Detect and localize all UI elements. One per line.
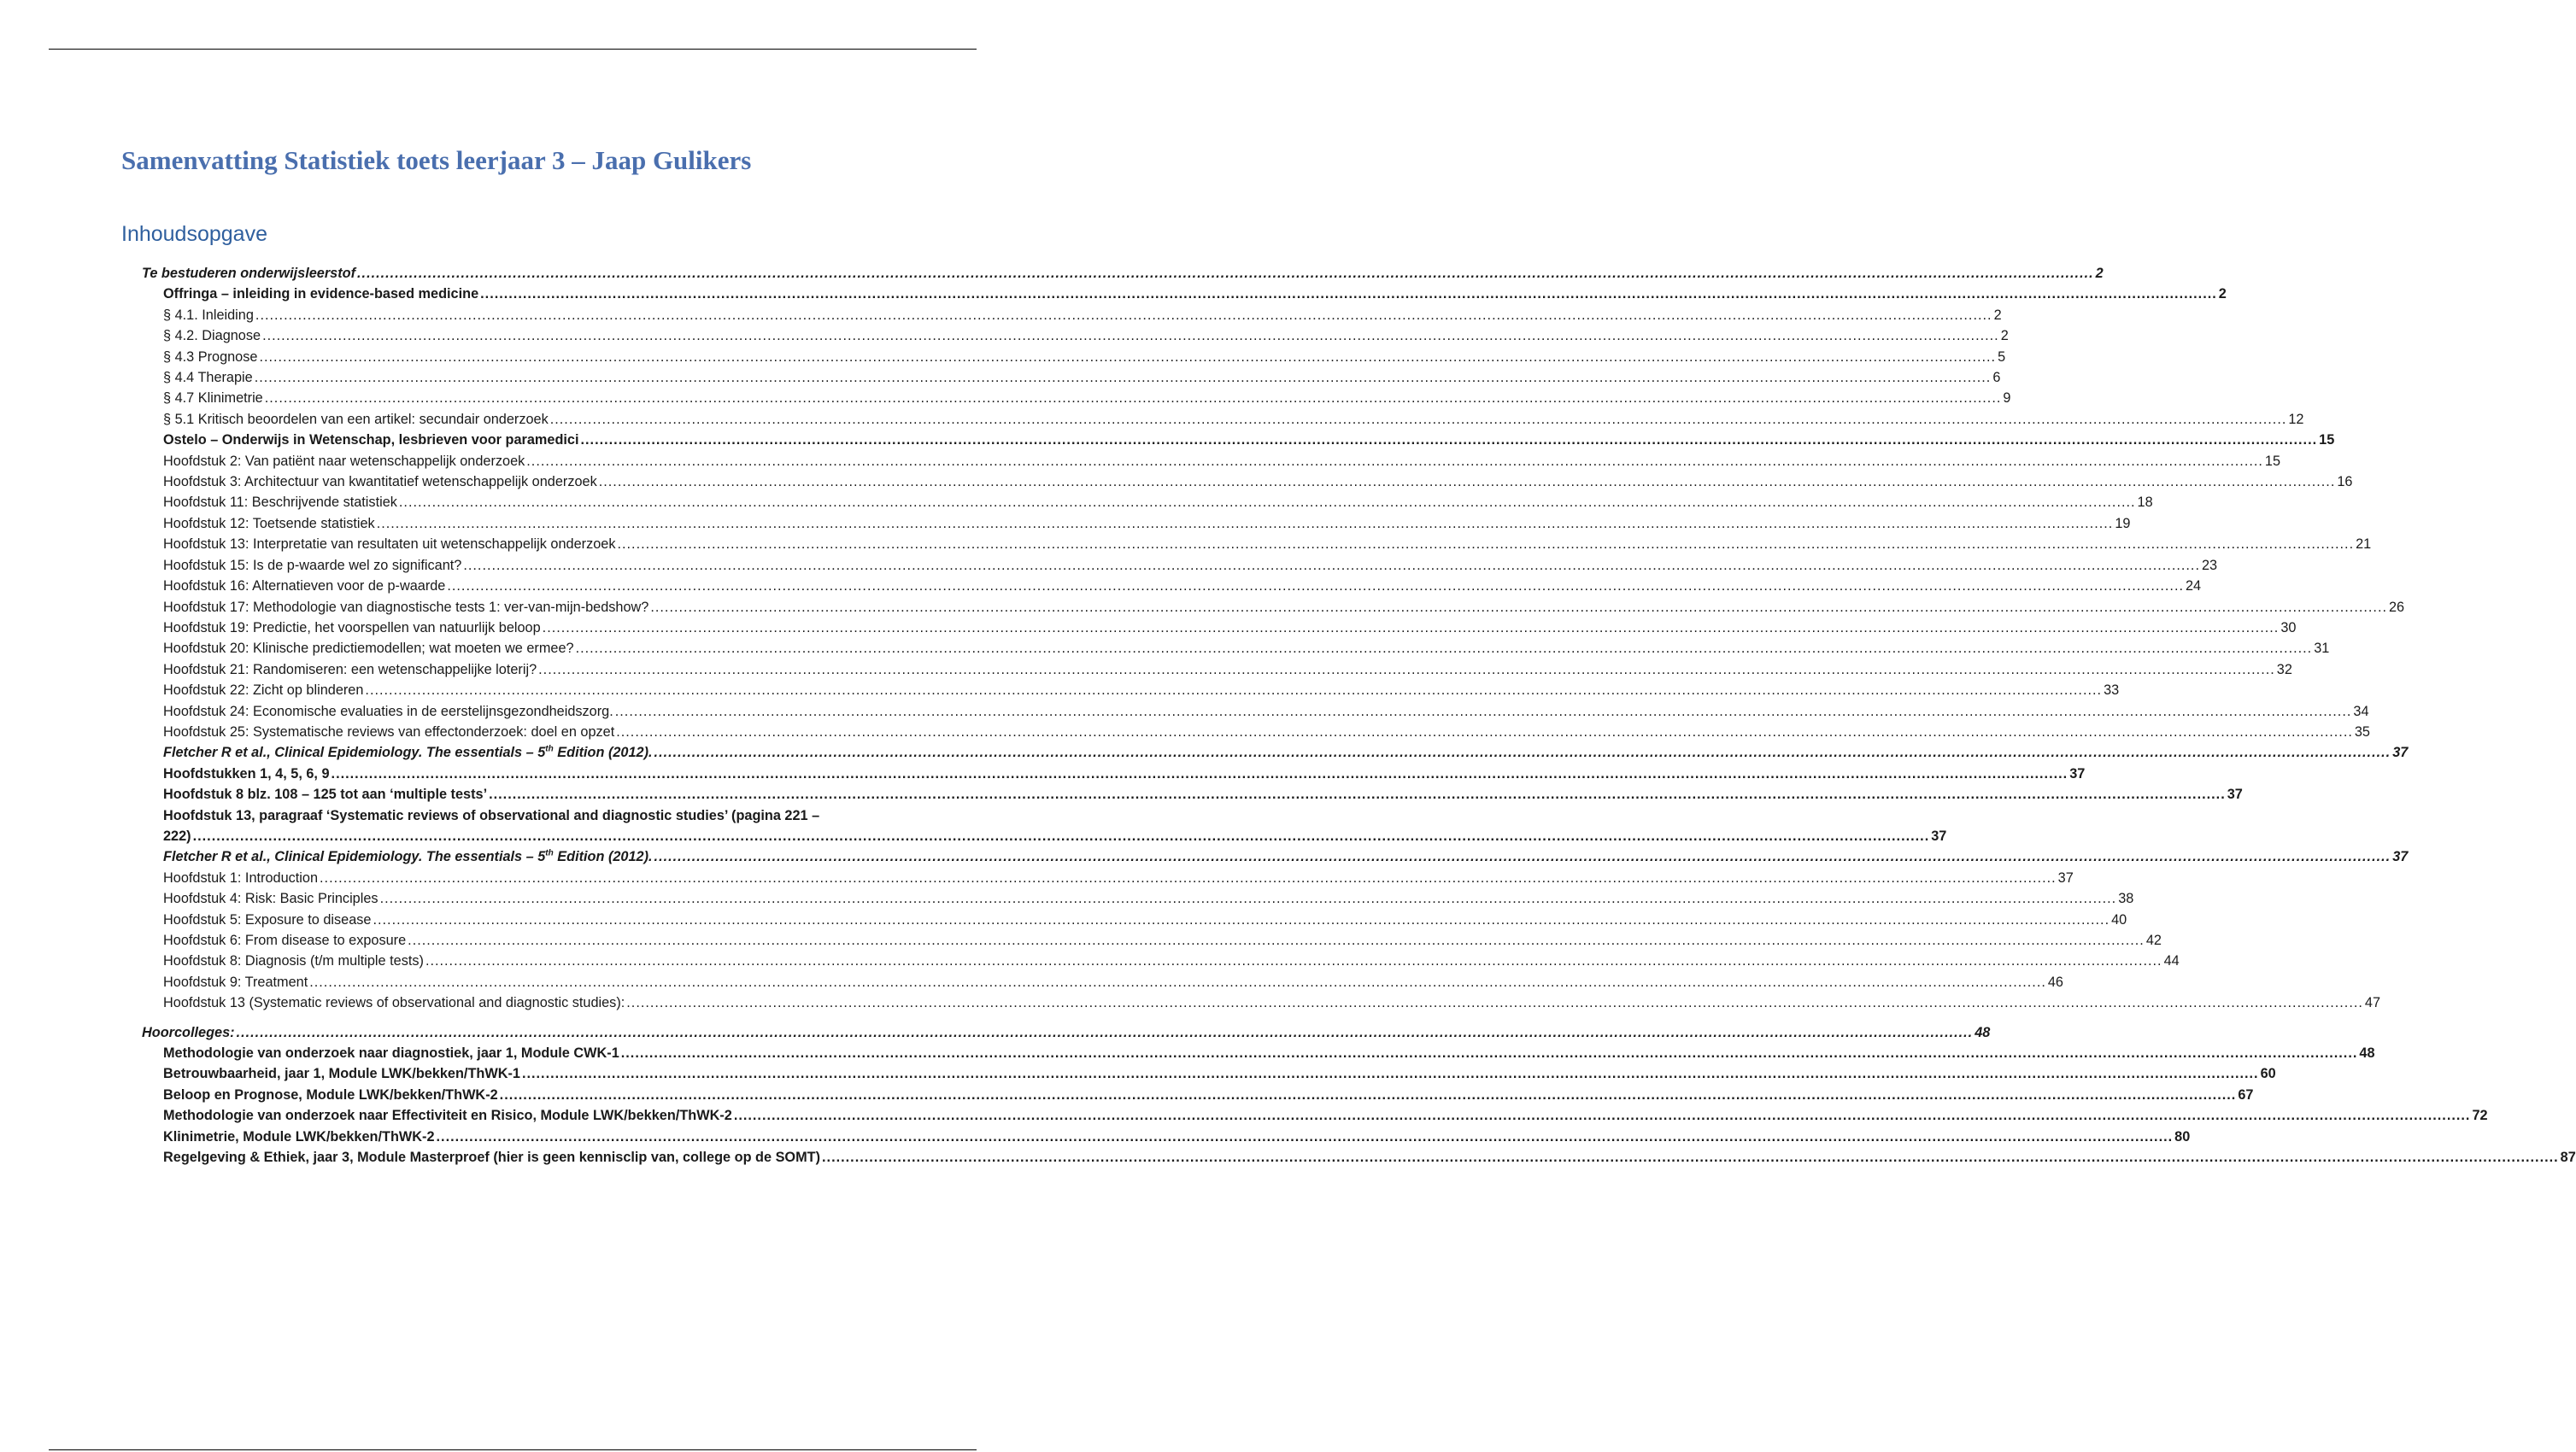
footer-rule bbox=[49, 1449, 977, 1450]
dot-leader bbox=[500, 1085, 2237, 1105]
dot-leader bbox=[526, 451, 2263, 471]
toc-entry[interactable] bbox=[142, 347, 2006, 367]
dot-leader bbox=[380, 888, 2117, 909]
toc-page-number: 34 bbox=[2353, 703, 2369, 719]
toc-entry[interactable] bbox=[142, 492, 2153, 512]
dot-leader bbox=[320, 868, 2057, 888]
toc-page-number: 2 bbox=[2000, 328, 2009, 344]
table-of-contents bbox=[142, 263, 2576, 1168]
dot-leader bbox=[538, 659, 2275, 680]
toc-entry-section[interactable] bbox=[142, 1022, 1991, 1043]
dot-leader bbox=[617, 534, 2354, 554]
toc-page-number: 38 bbox=[2118, 891, 2134, 907]
toc-page-number: 48 bbox=[1975, 1024, 1991, 1040]
toc-entry[interactable] bbox=[142, 1105, 2488, 1126]
toc-entry[interactable] bbox=[142, 1147, 2576, 1168]
toc-entry-text: Fletcher R et al., Clinical Epidemiology. The essentials – 5th Edition (2012). bbox=[163, 744, 653, 761]
toc-entry[interactable] bbox=[142, 534, 2372, 554]
toc-entry-text: Fletcher R et al., Clinical Epidemiology. The essentials – 5th Edition (2012). bbox=[163, 848, 653, 865]
toc-entry[interactable] bbox=[142, 951, 2180, 971]
toc-page-number: 23 bbox=[2201, 557, 2218, 573]
toc-entry-text: Hoofdstuk 13 (Systematic reviews of observational and diagnostic studies): bbox=[163, 995, 625, 1011]
toc-entry-text: Klinimetrie, Module LWK/bekken/ThWK-2 bbox=[163, 1128, 435, 1145]
toc-entry-text: Hoofdstuk 16: Alternatieven voor de p-waarde bbox=[163, 578, 446, 594]
toc-page-number: 12 bbox=[2288, 411, 2304, 427]
toc-entry[interactable] bbox=[142, 1043, 2375, 1063]
toc-entry-text: Hoofdstuk 3: Architectuur van kwantitatief wetenschappelijk onderzoek bbox=[163, 474, 597, 490]
toc-entry[interactable] bbox=[142, 597, 2405, 618]
dot-leader bbox=[262, 325, 1999, 346]
toc-entry[interactable] bbox=[142, 576, 2202, 596]
dot-leader bbox=[408, 930, 2145, 951]
dot-leader bbox=[522, 1063, 2259, 1084]
toc-entry-text: Hoofdstuk 6: From disease to exposure bbox=[163, 933, 407, 948]
toc-entry-text: Hoofdstuk 9: Treatment bbox=[163, 974, 308, 990]
dot-leader bbox=[309, 972, 2046, 992]
toc-entry[interactable] bbox=[142, 930, 2162, 951]
dot-leader bbox=[626, 992, 2363, 1013]
toc-page-number: 37 bbox=[2392, 745, 2409, 761]
dot-leader bbox=[734, 1105, 2471, 1126]
dot-leader bbox=[377, 513, 2114, 534]
toc-entry[interactable] bbox=[142, 367, 2001, 388]
toc-entry-text: § 5.1 Kritisch beoordelen van een artikel: secundair onderzoek bbox=[163, 411, 549, 427]
toc-entry-text: § 4.2. Diagnose bbox=[163, 328, 261, 344]
toc-entry-text: Hoofdstuk 4: Risk: Basic Principles bbox=[163, 891, 378, 907]
toc-page-number: 44 bbox=[2163, 953, 2180, 969]
toc-entry-text: Hoofdstuk 20: Klinische predictiemodellen; wat moeten we ermee? bbox=[163, 641, 574, 657]
toc-entry-text: Hoofdstuk 15: Is de p-waarde wel zo significant? bbox=[163, 557, 462, 573]
toc-entry[interactable] bbox=[142, 659, 2292, 680]
dot-leader bbox=[615, 701, 2352, 722]
toc-page-number: 15 bbox=[2264, 453, 2281, 469]
toc-entry-text: Hoorcolleges: bbox=[142, 1024, 235, 1040]
toc-entry-text: § 4.1. Inleiding bbox=[163, 307, 254, 323]
toc-page-number: 80 bbox=[2174, 1128, 2191, 1145]
toc-entry[interactable] bbox=[142, 680, 2120, 700]
toc-page-number: 37 bbox=[2392, 849, 2409, 865]
toc-page-number: 60 bbox=[2260, 1066, 2276, 1082]
toc-page-number: 9 bbox=[2003, 390, 2011, 407]
toc-page-number: 21 bbox=[2356, 536, 2372, 553]
toc-entry-text: § 4.3 Prognose bbox=[163, 348, 258, 365]
toc-entry[interactable] bbox=[142, 305, 2002, 325]
dot-leader bbox=[437, 1127, 2174, 1147]
toc-page-number: 46 bbox=[2047, 974, 2063, 990]
toc-page-number: 5 bbox=[1998, 348, 2006, 365]
toc-entry[interactable] bbox=[142, 764, 2086, 784]
toc-entry[interactable] bbox=[142, 388, 2011, 408]
toc-entry[interactable] bbox=[142, 888, 2134, 909]
toc-entry-text: Hoofdstuk 11: Beschrijvende statistiek bbox=[163, 495, 397, 511]
toc-entry-text-continued: 222) bbox=[163, 828, 191, 844]
toc-entry[interactable] bbox=[142, 555, 2218, 576]
toc-entry-text: Hoofdstuk 8 blz. 108 – 125 tot aan ‘multiple tests’ bbox=[163, 787, 488, 803]
toc-entry-text: Hoofdstuk 13: Interpretatie van resultaten uit wetenschappelijk onderzoek bbox=[163, 536, 616, 553]
toc-page-number: 32 bbox=[2276, 661, 2292, 677]
dot-leader bbox=[332, 764, 2068, 784]
toc-page-number: 40 bbox=[2111, 911, 2127, 928]
toc-page-number: 2 bbox=[2218, 286, 2227, 302]
toc-entry-text: Hoofdstuk 12: Toetsende statistiek bbox=[163, 515, 375, 531]
toc-entry-text: Betrouwbaarheid, jaar 1, Module LWK/bekken/ThWK-1 bbox=[163, 1066, 520, 1082]
toc-entry[interactable] bbox=[142, 1127, 2191, 1147]
toc-page-number: 67 bbox=[2238, 1086, 2254, 1103]
dot-leader bbox=[265, 388, 2002, 408]
toc-entry-text: § 4.7 Klinimetrie bbox=[163, 390, 263, 407]
toc-entry-text: Regelgeving & Ethiek, jaar 3, Module Masterproef (hier is geen kennisclip van, college op de SOMT) bbox=[163, 1150, 821, 1166]
dot-leader bbox=[425, 951, 2162, 971]
toc-entry[interactable] bbox=[142, 910, 2127, 930]
dot-leader bbox=[259, 347, 1996, 367]
dot-leader bbox=[399, 492, 2136, 512]
dot-leader bbox=[447, 576, 2184, 596]
toc-entry-text: § 4.4 Therapie bbox=[163, 370, 253, 386]
dot-leader bbox=[550, 409, 2287, 430]
toc-page-number: 33 bbox=[2104, 682, 2120, 699]
toc-entry-text: Hoofdstuk 21: Randomiseren: een wetenschappelijke loterij? bbox=[163, 661, 537, 677]
toc-entry-text: Hoofdstuk 13, paragraaf ‘Systematic reviews of observational and diagnostic studies’ (pagina 221 – bbox=[163, 807, 820, 823]
dot-leader bbox=[650, 597, 2387, 618]
toc-entry-multiline[interactable] bbox=[142, 805, 1947, 847]
toc-entry[interactable] bbox=[142, 722, 2370, 742]
toc-page-number: 37 bbox=[2069, 765, 2086, 782]
toc-entry[interactable] bbox=[142, 972, 2063, 992]
header-rule bbox=[49, 49, 977, 50]
toc-entry[interactable] bbox=[142, 868, 2074, 888]
toc-entry-text: Te bestuderen onderwijsleerstof bbox=[142, 266, 356, 281]
dot-leader bbox=[576, 638, 2313, 659]
toc-entry-text: Hoofdstuk 17: Methodologie van diagnostische tests 1: ver-van-mijn-bedshow? bbox=[163, 599, 649, 615]
toc-entry-text: Ostelo – Onderwijs in Wetenschap, lesbrieven voor paramedici bbox=[163, 432, 579, 448]
toc-page-number: 87 bbox=[2560, 1150, 2576, 1166]
toc-page-number: 31 bbox=[2314, 641, 2330, 657]
toc-entry-text: Methodologie van onderzoek naar Effectiviteit en Risico, Module LWK/bekken/ThWK-2 bbox=[163, 1108, 732, 1124]
toc-page-number: 37 bbox=[2057, 869, 2074, 886]
document-title: Samenvatting Statistiek toets leerjaar 3 – Jaap Gulikers bbox=[121, 145, 752, 175]
toc-entry-subsection[interactable] bbox=[142, 742, 2409, 763]
dot-leader bbox=[616, 722, 2353, 742]
dot-leader bbox=[654, 846, 2391, 867]
toc-page-number: 15 bbox=[2319, 432, 2335, 448]
toc-entry[interactable] bbox=[142, 701, 2369, 722]
toc-page-number: 26 bbox=[2389, 599, 2405, 615]
toc-entry-text: Hoofdstukken 1, 4, 5, 6, 9 bbox=[163, 765, 330, 782]
toc-entry-text: Hoofdstuk 8: Diagnosis (t/m multiple tests) bbox=[163, 953, 424, 969]
toc-entry[interactable] bbox=[142, 471, 2353, 492]
toc-entry[interactable] bbox=[142, 784, 2243, 805]
toc-page-number: 37 bbox=[1931, 828, 1947, 844]
toc-page-number: 37 bbox=[2227, 787, 2243, 803]
dot-leader bbox=[357, 263, 2094, 284]
dot-leader bbox=[237, 1022, 1974, 1043]
toc-entry-subsection[interactable] bbox=[142, 430, 2335, 450]
toc-page-number: 24 bbox=[2186, 578, 2202, 594]
toc-page-number: 6 bbox=[1992, 370, 2001, 386]
dot-leader bbox=[480, 284, 2217, 304]
toc-entry-text: Hoofdstuk 5: Exposure to disease bbox=[163, 911, 372, 928]
toc-entry[interactable] bbox=[142, 513, 2131, 534]
toc-entry[interactable] bbox=[142, 992, 2381, 1013]
toc-entry-text: Beloop en Prognose, Module LWK/bekken/ThWK-2 bbox=[163, 1086, 498, 1103]
dot-leader bbox=[543, 618, 2280, 638]
toc-entry-text: Hoofdstuk 2: Van patiënt naar wetenschappelijk onderzoek bbox=[163, 453, 525, 469]
toc-entry-text: Hoofdstuk 1: Introduction bbox=[163, 869, 319, 886]
toc-entry-subsection[interactable] bbox=[142, 284, 2227, 304]
toc-entry[interactable] bbox=[142, 451, 2281, 471]
dot-leader bbox=[463, 555, 2200, 576]
toc-page-number: 2 bbox=[1993, 307, 2002, 323]
toc-page-number: 2 bbox=[2095, 266, 2104, 281]
toc-page-number: 35 bbox=[2354, 723, 2370, 740]
toc-entry-text: Hoofdstuk 19: Predictie, het voorspellen van natuurlijk beloop bbox=[163, 619, 541, 635]
toc-entry[interactable] bbox=[142, 1085, 2254, 1105]
toc-entry-text: Hoofdstuk 22: Zicht op blinderen bbox=[163, 682, 364, 699]
dot-leader bbox=[373, 910, 2110, 930]
dot-leader bbox=[599, 471, 2336, 492]
toc-entry[interactable] bbox=[142, 325, 2009, 346]
toc-entry[interactable] bbox=[142, 618, 2297, 638]
dot-leader bbox=[365, 680, 2102, 700]
toc-entry-subsection[interactable] bbox=[142, 846, 2409, 867]
toc-entry-text: Offringa – inleiding in evidence-based medicine bbox=[163, 286, 479, 302]
toc-heading: Inhoudsopgave bbox=[121, 222, 267, 246]
dot-leader bbox=[654, 742, 2391, 763]
toc-entry[interactable] bbox=[142, 409, 2304, 430]
toc-entry-text: Methodologie van onderzoek naar diagnostiek, jaar 1, Module CWK-1 bbox=[163, 1045, 619, 1062]
toc-page-number: 48 bbox=[2359, 1045, 2375, 1062]
dot-leader bbox=[822, 1147, 2559, 1168]
toc-page-number: 47 bbox=[2364, 995, 2381, 1011]
toc-page-number: 30 bbox=[2280, 619, 2297, 635]
toc-entry-text: Hoofdstuk 25: Systematische reviews van effectonderzoek: doel en opzet bbox=[163, 723, 615, 740]
dot-leader bbox=[255, 367, 1992, 388]
toc-entry[interactable] bbox=[142, 1063, 2276, 1084]
toc-page-number: 18 bbox=[2137, 495, 2153, 511]
dot-leader bbox=[581, 430, 2318, 450]
toc-page-number: 19 bbox=[2115, 515, 2131, 531]
toc-page-number: 42 bbox=[2145, 933, 2162, 948]
toc-page-number: 72 bbox=[2472, 1108, 2488, 1124]
dot-leader bbox=[193, 826, 1930, 846]
dot-leader bbox=[255, 305, 1992, 325]
dot-leader bbox=[489, 784, 2226, 805]
toc-entry[interactable] bbox=[142, 638, 2330, 659]
toc-page-number: 16 bbox=[2337, 474, 2353, 490]
toc-entry-section[interactable] bbox=[142, 263, 2104, 284]
dot-leader bbox=[621, 1043, 2358, 1063]
toc-entry-text: Hoofdstuk 24: Economische evaluaties in de eerstelijnsgezondheidszorg. bbox=[163, 703, 613, 719]
